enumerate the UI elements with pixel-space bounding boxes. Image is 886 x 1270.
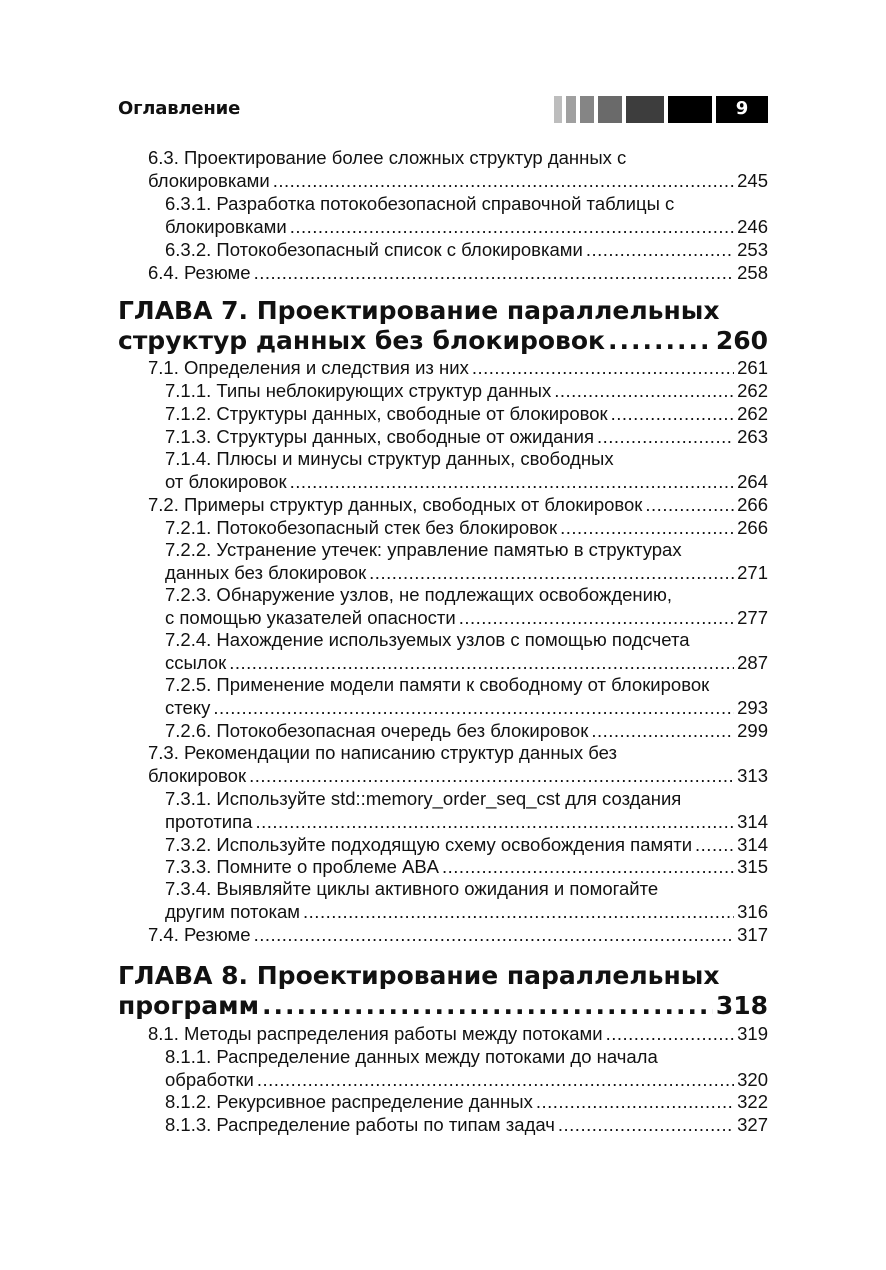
- toc-entry-7-2-3[interactable]: [165, 606, 768, 629]
- toc-entry-text: 7.3.3. Помните о проблеме ABA: [165, 856, 440, 877]
- toc-entry-7-2-5-line1: 7.2.5. Применение модели памяти к свободному от блокировок: [165, 674, 710, 695]
- leader-dots: [597, 425, 734, 448]
- toc-page-number: 315: [737, 856, 768, 877]
- toc-page-number: 264: [737, 471, 768, 492]
- toc-page-number: 327: [737, 1114, 768, 1135]
- toc-page-number: 253: [737, 239, 768, 260]
- leader-dots: [472, 356, 734, 379]
- leader-dots: [611, 402, 735, 425]
- chapter-title: структур данных без блокировок: [118, 326, 605, 355]
- toc-page-number: 287: [737, 652, 768, 673]
- leader-dots: [273, 169, 734, 192]
- leader-dots: [290, 215, 734, 238]
- toc-page-number: 266: [737, 517, 768, 538]
- leader-dots: [369, 561, 734, 584]
- leader-dots: [249, 764, 734, 787]
- toc-page-number: 245: [737, 170, 768, 191]
- toc-entry-text: стеку: [165, 697, 211, 718]
- toc-entry-6-3-1-line1: 6.3.1. Разработка потокобезопасной справочной таблицы с: [165, 193, 675, 214]
- toc-entry-8-1-3[interactable]: [165, 1113, 768, 1136]
- chapter-title: программ: [118, 991, 260, 1020]
- toc-entry-text: 7.2.6. Потокобезопасная очередь без блокировок: [165, 720, 589, 741]
- leader-dots: [213, 696, 734, 719]
- toc-page-number: 263: [737, 426, 768, 447]
- leader-dots: [695, 833, 734, 856]
- toc-entry-7-2-5[interactable]: [165, 696, 768, 719]
- band-segment: [580, 96, 594, 123]
- toc-page-number: 319: [737, 1023, 768, 1044]
- toc-entry-text: 6.4. Резюме: [148, 262, 251, 283]
- toc-entry-text: 8.1.3. Распределение работы по типам задач: [165, 1114, 555, 1135]
- toc-entry-text: обработки: [165, 1069, 254, 1090]
- toc-entry-7-2-1[interactable]: [165, 516, 768, 539]
- leader-dots: [303, 900, 734, 923]
- toc-entry-6-3-1[interactable]: [165, 215, 768, 238]
- toc-entry-text: 7.1.3. Структуры данных, свободные от ожидания: [165, 426, 594, 447]
- toc-page-number: 318: [715, 991, 768, 1020]
- toc-entry-7-2-4[interactable]: [165, 651, 768, 674]
- toc-page-number: 261: [737, 357, 768, 378]
- toc-entry-7-3-3[interactable]: [165, 855, 768, 878]
- leader-dots: [591, 719, 734, 742]
- toc-page-number: 317: [737, 924, 768, 945]
- toc-page-number: 322: [737, 1091, 768, 1112]
- toc-entry-7-2-3-line1: 7.2.3. Обнаружение узлов, не подлежащих освобождению,: [165, 584, 672, 605]
- leader-dots: [229, 651, 734, 674]
- leader-dots: [645, 493, 734, 516]
- toc-entry-text: 8.1.2. Рекурсивное распределение данных: [165, 1091, 533, 1112]
- chapter-7-title-line1: ГЛАВА 7. Проектирование параллельных: [118, 296, 720, 325]
- toc-entry-7-2[interactable]: [148, 493, 768, 516]
- toc-entry-8-1-2[interactable]: [165, 1090, 768, 1113]
- toc-entry-text: блокировок: [148, 765, 247, 786]
- toc-entry-text: 7.2. Примеры структур данных, свободных от блокировок: [148, 494, 643, 515]
- toc-entry-text: 7.1.2. Структуры данных, свободные от блокировок: [165, 403, 608, 424]
- toc-entry-text: 7.4. Резюме: [148, 924, 251, 945]
- band-segment: [554, 96, 562, 123]
- band-segment: [626, 96, 664, 123]
- toc-page-number: 262: [737, 403, 768, 424]
- toc-page-number: 258: [737, 262, 768, 283]
- toc-page-number: 316: [737, 901, 768, 922]
- leader-dots: [262, 991, 713, 1021]
- toc-entry-text: блокировками: [148, 170, 270, 191]
- toc-chapter-7[interactable]: [118, 326, 768, 356]
- band-segment: [668, 96, 712, 123]
- page-number: 9: [716, 96, 768, 123]
- toc-page-number: 277: [737, 607, 768, 628]
- toc-entry-8-1[interactable]: [148, 1022, 768, 1045]
- toc-page-number: 260: [715, 326, 768, 355]
- toc-page-number: 320: [737, 1069, 768, 1090]
- toc-page-number: 266: [737, 494, 768, 515]
- leader-dots: [257, 1068, 734, 1091]
- leader-dots: [586, 238, 734, 261]
- toc-entry-text: 7.1. Определения и следствия из них: [148, 357, 469, 378]
- toc-page-number: 314: [737, 811, 768, 832]
- toc-page-number: 314: [737, 834, 768, 855]
- toc-entry-text: 7.3.2. Используйте подходящую схему освобождения памяти: [165, 834, 693, 855]
- toc-entry-text: прототипа: [165, 811, 253, 832]
- toc-entry-7-1-1[interactable]: [165, 379, 768, 402]
- toc-entry-7-1-2[interactable]: [165, 402, 768, 425]
- leader-dots: [608, 326, 713, 356]
- leader-dots: [290, 470, 735, 493]
- toc-entry-7-3-1[interactable]: [165, 810, 768, 833]
- toc-entry-7-3-4[interactable]: [165, 900, 768, 923]
- toc-entry-text: другим потокам: [165, 901, 301, 922]
- toc-entry-text: данных без блокировок: [165, 562, 367, 583]
- band-segment: [598, 96, 622, 123]
- toc-entry-7-1-4[interactable]: [165, 470, 768, 493]
- leader-dots: [554, 379, 734, 402]
- toc-entry-6-4[interactable]: [148, 261, 768, 284]
- leader-dots: [254, 261, 735, 284]
- toc-entry-text: 6.3.2. Потокобезопасный список с блокировками: [165, 239, 583, 260]
- toc-entry-7-3[interactable]: [148, 764, 768, 787]
- toc-entry-7-4[interactable]: [148, 923, 768, 946]
- toc-entry-8-1-1-line1: 8.1.1. Распределение данных между потоками до начала: [165, 1046, 658, 1067]
- leader-dots: [254, 923, 735, 946]
- toc-entry-7-3-1-line1: 7.3.1. Используйте std::memory_order_seq_cst для создания: [165, 788, 682, 809]
- leader-dots: [442, 855, 734, 878]
- toc-entry-6-3-2[interactable]: [165, 238, 768, 261]
- toc-entry-7-2-2[interactable]: [165, 561, 768, 584]
- toc-entry-7-3-2[interactable]: [165, 833, 768, 856]
- toc-entry-7-1-4-line1: 7.1.4. Плюсы и минусы структур данных, свободных: [165, 448, 614, 469]
- toc-entry-text: с помощью указателей опасности: [165, 607, 456, 628]
- toc-entry-7-2-4-line1: 7.2.4. Нахождение используемых узлов с помощью подсчета: [165, 629, 690, 650]
- toc-page-number: 293: [737, 697, 768, 718]
- toc-entry-7-2-2-line1: 7.2.2. Устранение утечек: управление памятью в структурах: [165, 539, 682, 560]
- toc-page-number: 246: [737, 216, 768, 237]
- leader-dots: [558, 1113, 734, 1136]
- leader-dots: [255, 810, 734, 833]
- leader-dots: [606, 1022, 735, 1045]
- toc-chapter-8[interactable]: [118, 991, 768, 1021]
- toc-entry-6-3-line1: 6.3. Проектирование более сложных структур данных с: [148, 147, 627, 168]
- band-segment: [566, 96, 576, 123]
- toc-entry-7-1-3[interactable]: [165, 425, 768, 448]
- leader-dots: [536, 1090, 734, 1113]
- toc-entry-text: 7.2.1. Потокобезопасный стек без блокировок: [165, 517, 558, 538]
- toc-page-number: 271: [737, 562, 768, 583]
- header-title: Оглавление: [118, 98, 241, 119]
- toc-entry-7-1[interactable]: [148, 356, 768, 379]
- toc-entry-7-3-line1: 7.3. Рекомендации по написанию структур данных без: [148, 742, 617, 763]
- toc-page-number: 262: [737, 380, 768, 401]
- toc-entry-text: ссылок: [165, 652, 227, 673]
- toc-entry-text: блокировками: [165, 216, 287, 237]
- toc-entry-8-1-1[interactable]: [165, 1068, 768, 1091]
- toc-page-number: 299: [737, 720, 768, 741]
- leader-dots: [560, 516, 734, 539]
- toc-page-number: 313: [737, 765, 768, 786]
- leader-dots: [459, 606, 734, 629]
- toc-entry-7-2-6[interactable]: [165, 719, 768, 742]
- toc-entry-text: от блокировок: [165, 471, 287, 492]
- toc-entry-6-3[interactable]: [148, 169, 768, 192]
- running-header: [118, 96, 768, 124]
- toc-entry-text: 8.1. Методы распределения работы между потоками: [148, 1023, 603, 1044]
- toc-entry-text: 7.1.1. Типы неблокирующих структур данных: [165, 380, 552, 401]
- toc-entry-7-3-4-line1: 7.3.4. Выявляйте циклы активного ожидания и помогайте: [165, 878, 659, 899]
- chapter-8-title-line1: ГЛАВА 8. Проектирование параллельных: [118, 961, 720, 990]
